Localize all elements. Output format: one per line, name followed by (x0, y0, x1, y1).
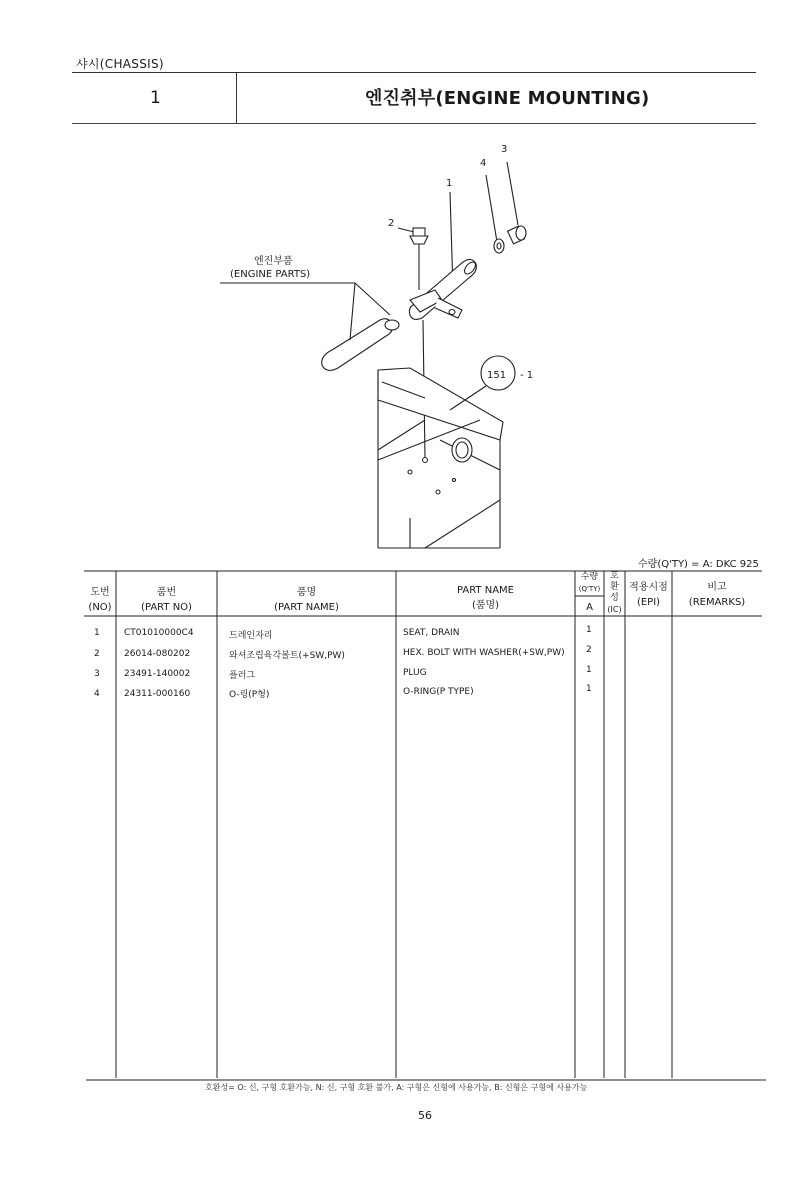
engine-parts-label-ko: 엔진부품 (254, 256, 293, 267)
col-header-part-name-ko: 품명 (PART NAME) (274, 587, 339, 613)
row-no: 2 (94, 649, 100, 659)
compatibility-footnote: 호환성= O: 신, 구형 호환가능, N: 신, 구형 호환 불가, A: 구형은 신형에 사용가능, B: 신형은 구형에 사용가능 (205, 1083, 588, 1092)
quantity-note: 수량(Q'TY) = A: DKC 925 (638, 559, 759, 570)
col-header-qty-a: A (586, 602, 593, 613)
col-header-epi: 적용시점 (EPI) (629, 582, 668, 608)
header-number: 1 (150, 88, 161, 108)
col-header-ic: 호 환 성 (IC) (607, 571, 622, 614)
row-name-en: HEX. BOLT WITH WASHER(+SW,PW) (403, 648, 565, 658)
callout-2: 2 (388, 218, 395, 229)
col-header-part-name-en: PART NAME (품명) (456, 585, 514, 611)
row-part-no: 23491-140002 (124, 669, 191, 679)
page-number: 56 (418, 1109, 432, 1122)
row-part-no: 24311-000160 (124, 689, 191, 699)
col-header-part-no: 품번 (PART NO) (141, 587, 192, 613)
col-header-no: 도번 (NO) (88, 587, 112, 613)
page-title: 엔진취부(ENGINE MOUNTING) (365, 88, 650, 109)
callout-4: 4 (480, 158, 487, 169)
row-qty: 1 (586, 625, 592, 635)
row-name-ko: 플러그 (229, 671, 256, 681)
row-qty: 1 (586, 684, 592, 694)
engine-parts-label-en: (ENGINE PARTS) (230, 269, 311, 280)
row-no: 1 (94, 628, 100, 638)
row-name-ko: O-링(P형) (229, 690, 270, 700)
row-name-en: O-RING(P TYPE) (403, 687, 474, 697)
reference-circle-number: 151 (487, 370, 507, 381)
callout-1: 1 (446, 178, 453, 189)
row-name-en: PLUG (403, 668, 427, 678)
row-name-ko: 와셔조립육각볼트(+SW,PW) (229, 651, 345, 661)
row-part-no: CT01010000C4 (124, 628, 194, 638)
row-no: 4 (94, 689, 100, 699)
row-name-en: SEAT, DRAIN (403, 628, 460, 638)
row-part-no: 26014-080202 (124, 649, 191, 659)
row-name-ko: 드레인자리 (229, 631, 273, 641)
section-title: 샤시(CHASSIS) (76, 57, 164, 71)
row-no: 3 (94, 669, 100, 679)
reference-suffix: - 1 (520, 370, 534, 381)
col-header-remarks: 비고 (REMARKS) (688, 582, 746, 608)
row-qty: 1 (586, 665, 592, 675)
row-qty: 2 (586, 645, 592, 655)
col-header-qty: 수량 (Q'TY) (578, 572, 601, 593)
callout-3: 3 (501, 144, 508, 155)
